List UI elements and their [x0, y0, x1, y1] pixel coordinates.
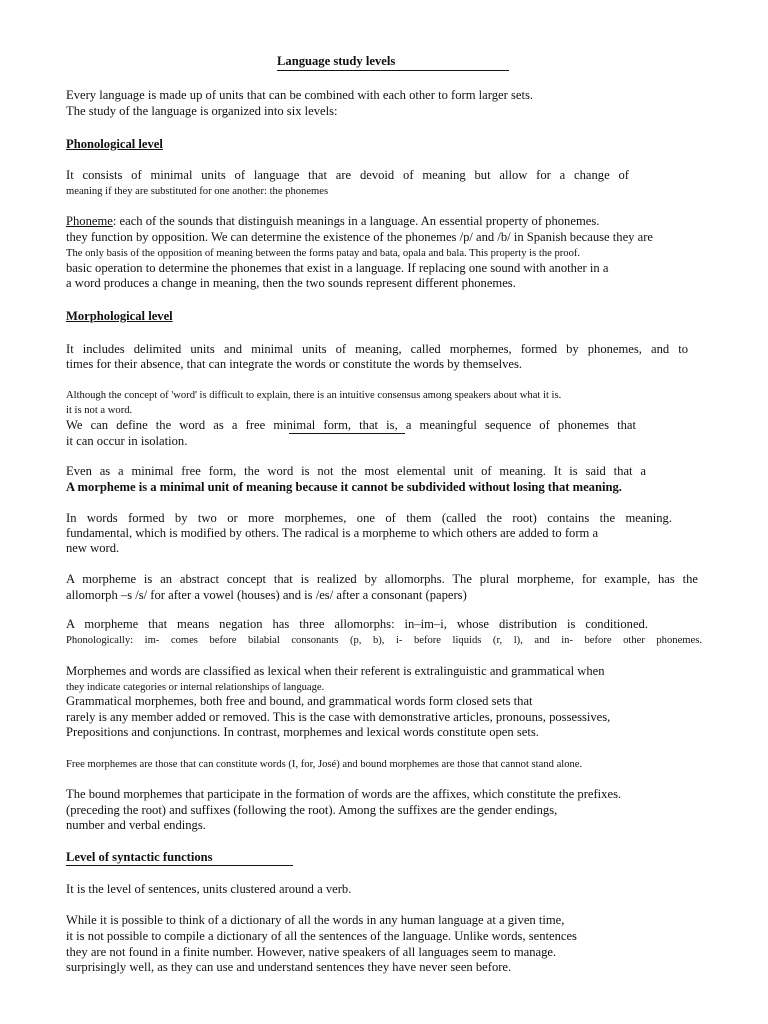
paragraph-line: (preceding the root) and suffixes (following the root). Among the suffixes are the gender endings, [66, 803, 558, 817]
title-underline [277, 54, 509, 71]
paragraph-line: Phonologically: im- comes before bilabial consonants (p, b), i- before liquids (r, l), and in- before other phonemes. [66, 635, 702, 646]
paragraph-line: It is the level of sentences, units clustered around a verb. [66, 882, 352, 896]
paragraph-line: times for their absence, that can integrate the words or constitute the words by themselves. [66, 357, 523, 371]
paragraph-line: Phoneme: each of the sounds that distinguish meanings in a language. An essential property of phonemes. [66, 214, 600, 228]
heading-underline [66, 850, 293, 866]
paragraph-line: Morphemes and words are classified as lexical when their referent is extralinguistic and grammatical when [66, 664, 605, 678]
paragraph-line: The only basis of the opposition of meaning between the forms pataу and bata, opala and bala. This property is the proof. [66, 248, 581, 259]
paragraph-line: basic operation to determine the phonemes that exist in a language. If replacing one sound with another in a [66, 261, 609, 275]
paragraph-line: new word. [66, 541, 120, 555]
paragraph-line: It consists of minimal units of language that are devoid of meaning but allow for a change of [66, 168, 629, 182]
intro-line: Every language is made up of units that can be combined with each other to form larger sets. [66, 88, 533, 102]
paragraph-line: The bound morphemes that participate in the formation of words are the affixes, which constitute the prefixes. [66, 787, 622, 801]
heading-phonological: Phonological level [66, 137, 163, 151]
paragraph-line: it can occur in isolation. [66, 434, 188, 448]
paragraph-line: number and verbal endings. [66, 818, 206, 832]
paragraph-line: it is not a word. [66, 405, 133, 416]
paragraph-line: Even as a minimal free form, the word is not the most elemental unit of meaning. It is said that a [66, 464, 646, 478]
paragraph-line-bold: A morpheme is a minimal unit of meaning because it cannot be subdivided without losing that meaning. [66, 480, 622, 494]
paragraph-line: It includes delimited units and minimal units of meaning, called morphemes, formed by phonemes, and to [66, 342, 688, 356]
paragraph-line: A morpheme that means negation has three allomorphs: in–im–i, whose distribution is conditioned. [66, 617, 648, 631]
paragraph-line: We can define the word as a free minimal form, that is, a meaningful sequence of phonemes that [66, 418, 636, 432]
heading-syntactic: Level of syntactic functions [66, 850, 213, 864]
document-title: Language study levels [277, 54, 396, 68]
paragraph-line: a word produces a change in meaning, then the two sounds represent different phonemes. [66, 276, 516, 290]
intro-line: The study of the language is organized into six levels: [66, 104, 338, 118]
paragraph-line: fundamental, which is modified by others. The radical is a morpheme to which others are added to form a [66, 526, 599, 540]
paragraph-line: Prepositions and conjunctions. In contrast, morphemes and lexical words constitute open sets. [66, 725, 539, 739]
paragraph-line: they function by opposition. We can determine the existence of the phonemes /p/ and /b/ in Spanish because they are [66, 230, 653, 244]
paragraph-line: Although the concept of 'word' is difficult to explain, there is an intuitive consensus among speakers about what it is. [66, 390, 562, 401]
phoneme-term: Phoneme [66, 214, 113, 228]
paragraph-line: Free morphemes are those that can constitute words (I, for, José) and bound morphemes are those that cannot stand alone. [66, 759, 583, 770]
paragraph-line: While it is possible to think of a dictionary of all the words in any human language at a given time, [66, 913, 565, 927]
paragraph-line: Grammatical morphemes, both free and bound, and grammatical words form closed sets that [66, 694, 533, 708]
paragraph-line: they are not found in a finite number. However, native speakers of all languages seem to manage. [66, 945, 557, 959]
paragraph-line: it is not possible to compile a dictionary of all the sentences of the language. Unlike words, sentences [66, 929, 577, 943]
paragraph-line: In words formed by two or more morphemes, one of them (called the root) contains the meaning. [66, 511, 672, 525]
paragraph-line: allomorph –s /s/ for after a vowel (houses) and is /es/ after a consonant (papers) [66, 588, 467, 602]
paragraph-line: surprisingly well, as they can use and understand sentences they have never seen before. [66, 960, 512, 974]
paragraph-line: A morpheme is an abstract concept that is realized by allomorphs. The plural morpheme, for example, has the [66, 572, 698, 586]
paragraph-line: they indicate categories or internal relationships of language. [66, 682, 325, 693]
paragraph-line: rarely is any member added or removed. This is the case with demonstrative articles, pronouns, possessives, [66, 710, 611, 724]
text-underline [289, 433, 405, 434]
paragraph-line: meaning if they are substituted for one another: the phonemes [66, 186, 329, 197]
heading-morphological: Morphological level [66, 309, 173, 323]
